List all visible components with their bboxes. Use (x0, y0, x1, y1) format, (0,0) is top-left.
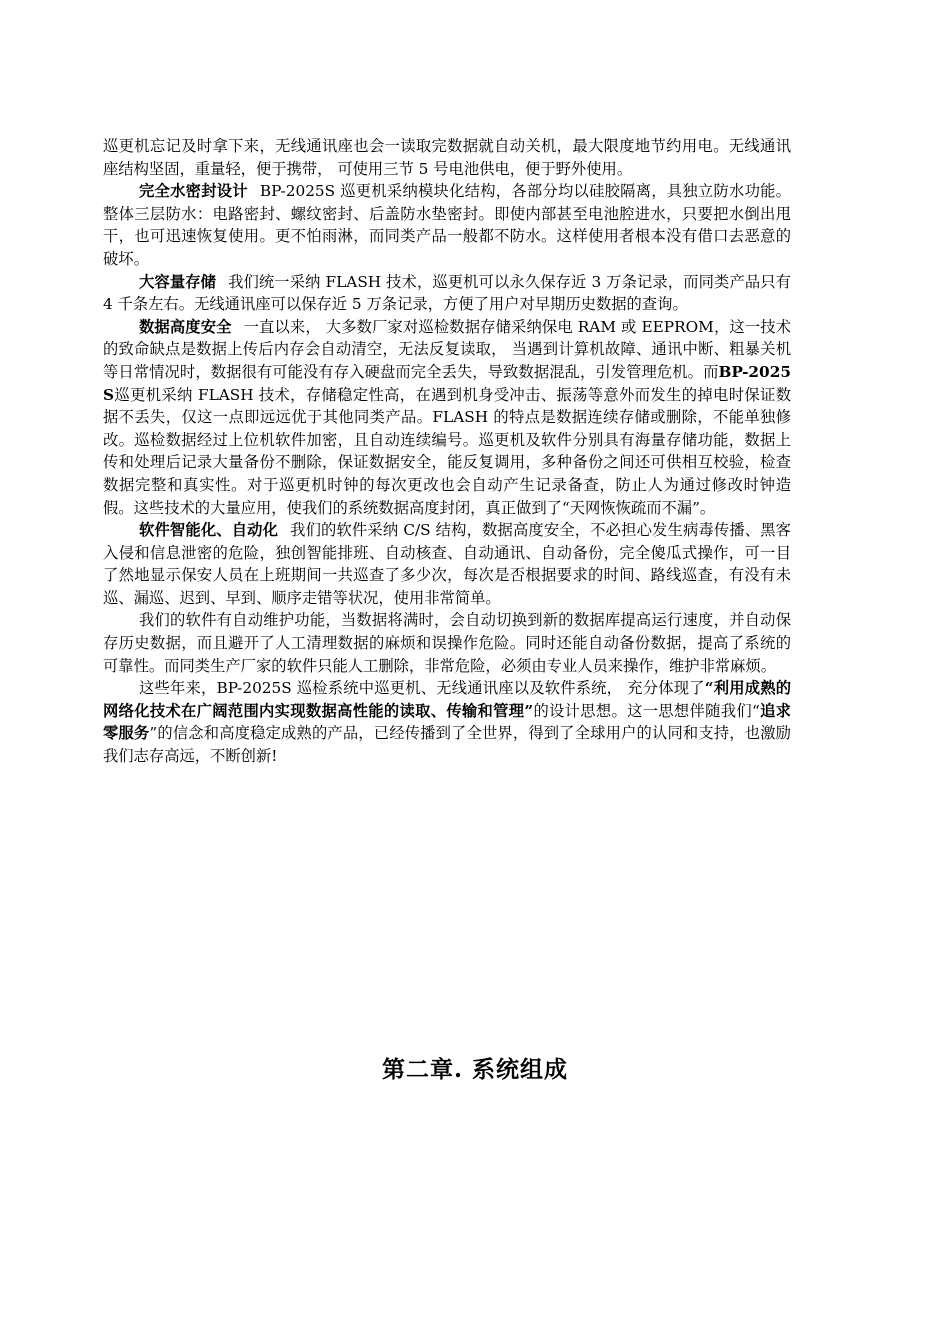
document-body (103, 135, 791, 768)
paragraph-summary (103, 677, 791, 767)
paragraph-text: 我们的软件采纳 C/S 结构，数据高度安全，不必担心发生病毒传播、黑客入侵和信息泄密的危险，独创智能排班、自动核查、自动通讯、自动备份，完全傻瓜式操作，可一目了然地显示保安人员在上班期间一共巡查了多少次，每次是否根据要求的时间、路线巡查，有没有未巡、漏巡、迟到、早到、顺序走错等状况，使用非常简单。 (103, 521, 791, 607)
design-philosophy-quote: “利用成熟的网络化技术在广阔范围内实现数据高性能的读取、传输和管理” (103, 679, 791, 720)
paragraph-text: 巡更机采纳 FLASH 技术，存储稳定性高，在遇到机身受冲击、振荡等意外而发生的掉电时保证数据不丢失，仅这一点即远远优于其他同类产品。FLASH 的特点是数据连续存储或删除，不能单独修改。巡检数据经过上位机软件加密，且自动连续编号。巡更机及软件分别具有海量存储功能，数据上传和处理后记录大量备份不删除，保证数据安全，能反复调用，多种备份之间还可供相互校验，检查数据完整和真实性。对于巡更机时钟的每次更改也会自动产生记录备查，防止人为通过修改时钟造假。这些技术的大量应用，使我们的系统数据高度封闭，真正做到了“天网恢恢疏而不漏”。 (103, 385, 791, 517)
section-heading-software: 软件智能化、自动化 (139, 521, 279, 540)
paragraph-intro-continued (103, 135, 791, 180)
paragraph-text: 这些年来，BP-2025S 巡检系统中巡更机、无线通讯座以及软件系统， 充分体现了 (139, 679, 705, 698)
section-heading-waterproof: 完全水密封设计 (139, 182, 248, 201)
paragraph-text: 我们的软件有自动维护功能，当数据将满时，会自动切换到新的数据库提高运行速度，并自动保存历史数据，而且避开了人工清理数据的麻烦和误操作危险。同时还能自动备份数据，提高了系统的可靠性。而同类生产厂家的软件只能人工删除，非常危险，必须由专业人员来操作，维护非常麻烦。 (103, 611, 791, 675)
section-heading-data-security: 数据高度安全 (139, 317, 232, 336)
zero-service-slogan: 追求零服务 (103, 701, 791, 743)
paragraph-text: 一直以来， 大多数厂家对巡检数据存储采纳保电 RAM 或 EEPROM，这一技术的致命缺点是数据上传后内存会自动清空，无法反复读取， 当遇到计算机故障、通讯中断、粗暴关机等日常情况时，数据很有可能没有存入硬盘而完全丢失，导致数据混乱，引发管理危机。而 (103, 317, 791, 381)
chapter-title: 第二章. 系统组成 (381, 1056, 568, 1083)
section-heading-storage: 大容量存储 (139, 272, 217, 291)
paragraph-text: ”的信念和高度稳定成熟的产品，已经传播到了全世界，得到了全球用户的认同和支持，也激励我们志存高远，不断创新! (103, 724, 791, 766)
paragraph-software (103, 519, 791, 609)
paragraph-data-security (103, 316, 791, 519)
model-name: BP-2025S (103, 362, 791, 404)
paragraph-waterproof (103, 180, 791, 270)
paragraph-maintenance (103, 609, 791, 677)
paragraph-text: 我们统一采纳 FLASH 技术，巡更机可以永久保存近 3 万条记录，而同类产品只有 4 千条左右。无线通讯座可以保存近 5 万条记录，方便了用户对早期历史数据的查询。 (103, 272, 791, 314)
paragraph-text: 的设计思想。这一思想伴随我们“ (533, 701, 760, 720)
paragraph-text: 巡更机忘记及时拿下来，无线通讯座也会一读取完数据就自动关机，最大限度地节约用电。无线通讯座结构坚固，重量轻，便于携带， 可使用三节 5 号电池供电，便于野外使用。 (103, 137, 791, 178)
paragraph-storage (103, 271, 791, 316)
paragraph-text: BP-2025S 巡更机采纳模块化结构，各部分均以硅胶隔离，具独立防水功能。整体三层防水：电路密封、螺纹密封、后盖防水垫密封。即使内部甚至电池腔进水，只要把水倒出甩干，也可迅速恢复使用。更不怕雨淋，而同类产品一般都不防水。这样使用者根本没有借口去恶意的破坏。 (103, 182, 791, 268)
